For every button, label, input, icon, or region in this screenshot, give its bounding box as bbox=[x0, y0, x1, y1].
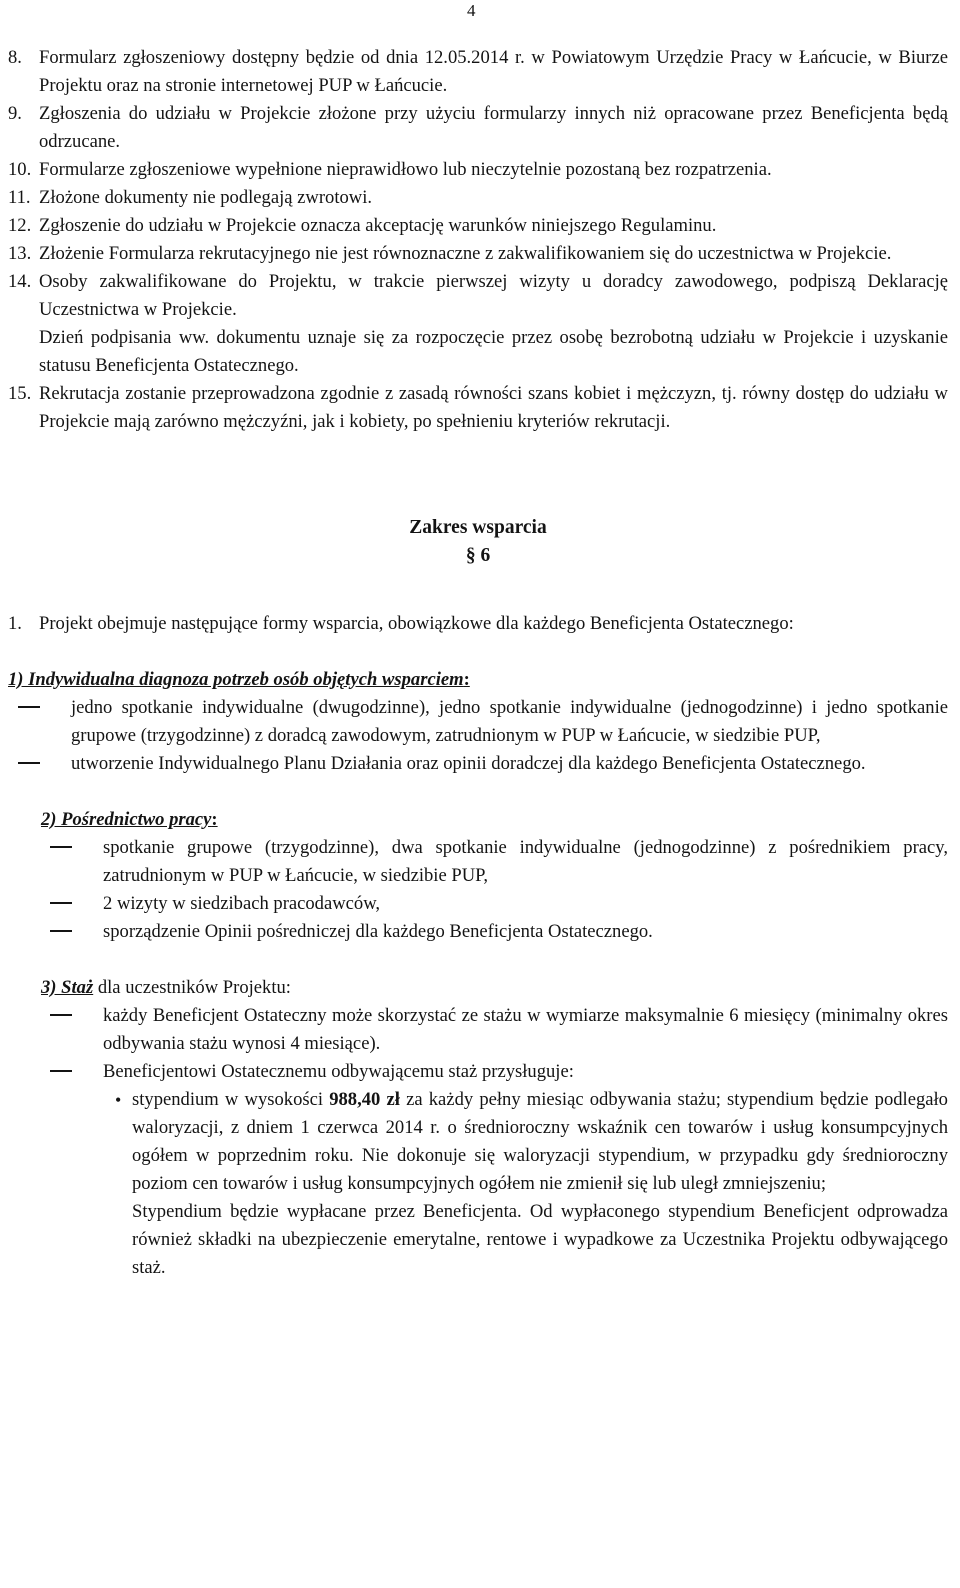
bullet-item bbox=[115, 1086, 948, 1198]
rule-number bbox=[8, 324, 39, 380]
list-item-text: utworzenie Indywidualnego Planu Działania oraz opinii doradczej dla każdego Beneficjenta Ostatecznego. bbox=[71, 753, 866, 774]
rule-item bbox=[8, 44, 948, 100]
dash-list bbox=[16, 694, 948, 778]
group-heading-text: 3) Staż bbox=[41, 977, 94, 998]
rule-item bbox=[8, 380, 948, 436]
rule-item bbox=[8, 184, 948, 212]
dash-icon bbox=[48, 834, 103, 890]
section-paragraph-number: § 6 bbox=[465, 545, 491, 566]
rule-text: Formularze zgłoszeniowe wypełnione nieprawidłowo lub nieczytelnie pozostaną bez rozpatrzenia. bbox=[39, 159, 772, 180]
group-heading-suffix: dla uczestników Projektu: bbox=[93, 977, 291, 998]
rule-item bbox=[8, 324, 948, 380]
rule-number: 11. bbox=[8, 187, 31, 208]
group-heading bbox=[41, 806, 948, 834]
bullet-item-text: stypendium w wysokości 988,40 zł za każdy pełny miesiąc odbywania stażu; stypendium będzie podlegało waloryzacji, z dniem 1 czerwca 2014 r. o średnioroczny wskaźnik cen towarów i usług konsumpcyjnych ogółem w poprzednim roku. Nie dokonuje się waloryzacji stypendium, w przypadku gdy średnioroczny poziom cen towarów i usług konsumpcyjnych ogółem nie zmienił się lub uległ zmniejszeniu; bbox=[132, 1089, 948, 1194]
list-item bbox=[48, 1058, 948, 1086]
document-body bbox=[8, 44, 948, 1282]
rule-item bbox=[8, 156, 948, 184]
list-item bbox=[48, 834, 948, 890]
group-heading bbox=[41, 974, 948, 1002]
rule-text: Osoby zakwalifikowane do Projektu, w trakcie pierwszej wizyty u doradcy zawodowego, podpiszą Deklarację Uczestnictwa w Projekcie. bbox=[39, 271, 948, 320]
list-item-text: sporządzenie Opinii pośredniczej dla każdego Beneficjenta Ostatecznego. bbox=[103, 921, 653, 942]
bullet-icon: • bbox=[115, 1090, 122, 1110]
dash-icon bbox=[48, 918, 103, 946]
rule-text: Zgłoszenie do udziału w Projekcie oznacza akceptację warunków niniejszego Regulaminu. bbox=[39, 215, 717, 236]
group-heading-colon: : bbox=[463, 669, 470, 690]
point-item bbox=[8, 610, 948, 638]
stipend-amount: 988,40 zł bbox=[329, 1089, 400, 1110]
group-heading-text: 1) Indywidualna diagnoza potrzeb osób objętych wsparciem bbox=[8, 669, 464, 690]
list-item-text: każdy Beneficjent Ostateczny może skorzystać ze stażu w wymiarze maksymalnie 6 miesięcy (minimalny okres odbywania stażu wynosi 4 miesiące). bbox=[103, 1005, 948, 1054]
list-item bbox=[16, 694, 948, 750]
page-number: 4 bbox=[467, 1, 476, 20]
list-item bbox=[48, 890, 948, 918]
bullet-list bbox=[115, 1086, 948, 1198]
dash-icon bbox=[16, 750, 71, 778]
rule-number: 10. bbox=[8, 159, 32, 180]
dash-list bbox=[48, 1002, 948, 1086]
rule-text: Złożenie Formularza rekrutacyjnego nie jest równoznaczne z zakwalifikowaniem się do uczestnictwa w Projekcie. bbox=[39, 243, 892, 264]
dash-icon bbox=[16, 694, 71, 750]
rule-number: 8. bbox=[8, 47, 22, 68]
rule-text: Złożone dokumenty nie podlegają zwrotowi. bbox=[39, 187, 373, 208]
rule-text: Dzień podpisania ww. dokumentu uznaje się za rozpoczęcie przez osobę bezrobotną udziału w Projekcie i uzyskanie statusu Beneficjenta Ostatecznego. bbox=[39, 327, 948, 376]
rule-number: 12. bbox=[8, 215, 32, 236]
rule-text: Zgłoszenia do udziału w Projekcie złożone przy użyciu formularzy innych niż opracowane przez Beneficjenta będą odrzucane. bbox=[39, 103, 948, 152]
dash-icon bbox=[48, 1002, 103, 1058]
list-item-text: spotkanie grupowe (trzygodzinne), dwa spotkanie indywidualne (jednogodzinne) z pośrednikiem pracy, zatrudnionym w PUP w Łańcucie, w siedzibie PUP, bbox=[103, 837, 948, 886]
point-number: 1. bbox=[8, 613, 22, 634]
list-item-text: 2 wizyty w siedzibach pracodawców, bbox=[103, 893, 381, 914]
rule-item bbox=[8, 100, 948, 156]
list-item-text: Beneficjentowi Ostatecznemu odbywającemu staż przysługuje: bbox=[103, 1061, 574, 1082]
list-item-text: jedno spotkanie indywidualne (dwugodzinne), jedno spotkanie indywidualne (jednogodzinne) i jedno spotkanie grupowe (trzygodzinne) z doradcą zawodowym, zatrudnionym w PUP w Łańcucie, w siedzibie PUP, bbox=[71, 697, 948, 746]
rule-item bbox=[8, 268, 948, 324]
list-item bbox=[48, 918, 948, 946]
rule-item bbox=[8, 212, 948, 240]
point-text: Projekt obejmuje następujące formy wsparcia, obowiązkowe dla każdego Beneficjenta Ostatecznego: bbox=[39, 613, 794, 634]
rule-number: 9. bbox=[8, 103, 22, 124]
list-item bbox=[48, 1002, 948, 1058]
rule-text: Rekrutacja zostanie przeprowadzona zgodnie z zasadą równości szans kobiet i mężczyzn, tj. równy dostęp do udziału w Projekcie mają zarówno mężczyźni, jak i kobiety, po spełnieniu kryteriów rekrutacji. bbox=[39, 383, 948, 432]
group-heading-colon: : bbox=[211, 809, 218, 830]
group-heading bbox=[8, 666, 948, 694]
section-title: Zakres wsparcia bbox=[409, 517, 547, 538]
rule-item bbox=[8, 240, 948, 268]
list-item bbox=[16, 750, 948, 778]
dash-list bbox=[48, 834, 948, 946]
rule-number: 13. bbox=[8, 243, 32, 264]
rule-text: Formularz zgłoszeniowy dostępny będzie od dnia 12.05.2014 r. w Powiatowym Urzędzie Pracy w Łańcucie, w Biurze Projektu oraz na stronie internetowej PUP w Łańcucie. bbox=[39, 47, 948, 96]
closing-paragraph: Stypendium będzie wypłacane przez Beneficjenta. Od wypłaconego stypendium Beneficjent odprowadza również składki na ubezpieczenie emerytalne, rentowe i wypadkowe za Uczestnika Projektu odbywającego staż. bbox=[132, 1201, 948, 1278]
dash-icon bbox=[48, 1058, 103, 1086]
rule-number: 15. bbox=[8, 383, 32, 404]
rule-number: 14. bbox=[8, 271, 32, 292]
dash-icon bbox=[48, 890, 103, 918]
group-heading-text: 2) Pośrednictwo pracy bbox=[41, 809, 212, 830]
